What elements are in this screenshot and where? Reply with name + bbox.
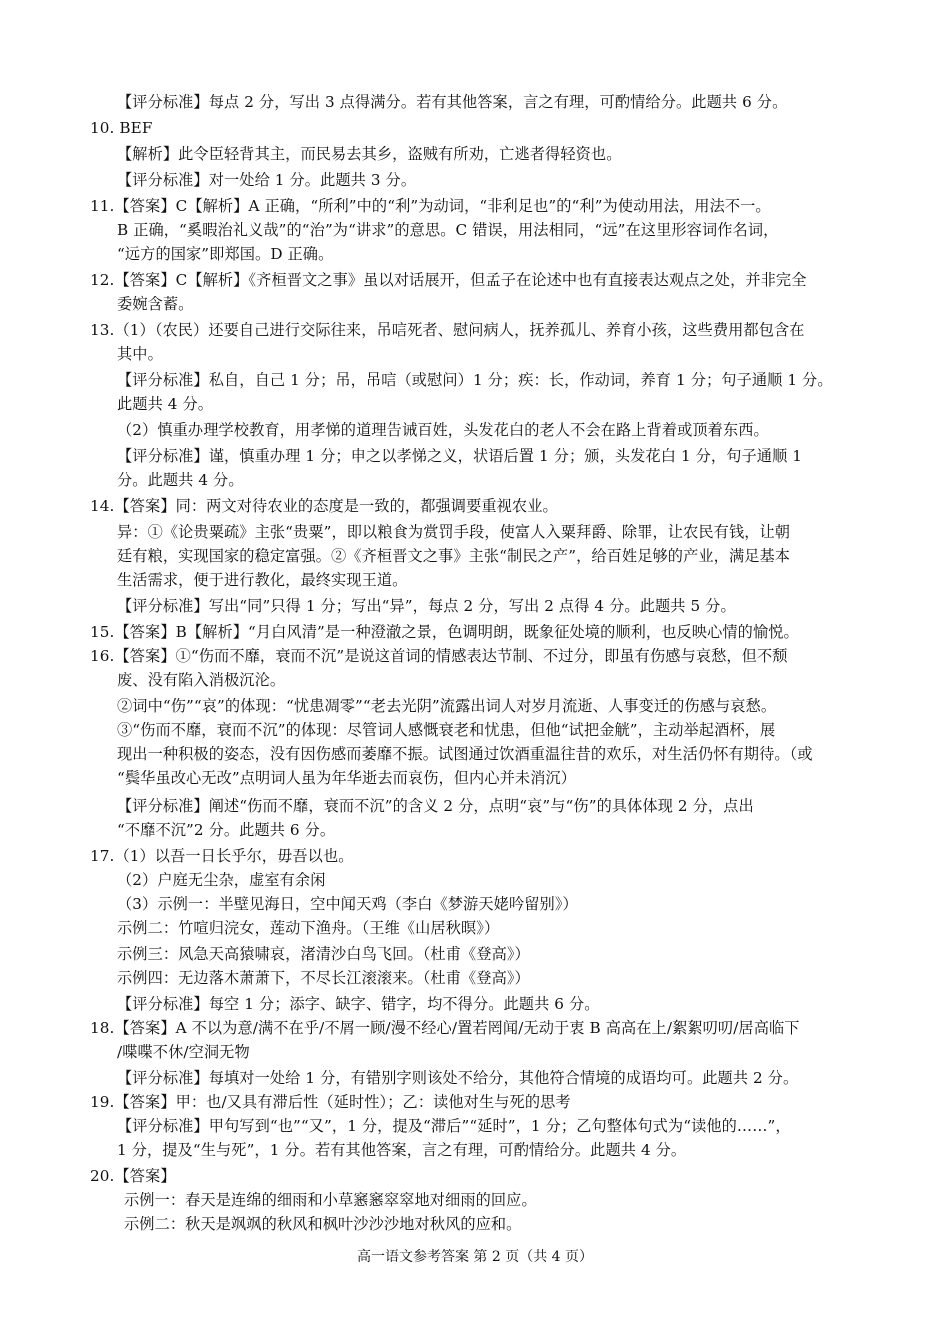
text-line: （2）慎重办理学校教育，用孝悌的道理告诫百姓，头发花白的老人不会在路上背着或顶着东西。 [117, 421, 769, 439]
text-line: 示例二：秋天是飒飒的秋风和枫叶沙沙沙地对秋风的应和。 [124, 1215, 522, 1233]
text-line: 其中。 [117, 345, 163, 363]
text-line: 分。此题共 4 分。 [117, 471, 244, 489]
text-line: “鬓华虽改心无改”点明词人虽为年华逝去而哀伤，但内心并未消沉） [117, 769, 577, 787]
text-line: 16.【答案】①“伤而不靡，衰而不沉”是说这首词的情感表达节制、不过分，即虽有伤感与哀愁，但不颓 [90, 647, 788, 665]
text-line: （3）示例一：半壁见海日，空中闻天鸡（李白《梦游天姥吟留别》） [117, 895, 578, 913]
text-line: 示例二：竹喧归浣女，莲动下渔舟。（王维《山居秋暝》） [117, 919, 500, 937]
text-line: ③“伤而不靡，衰而不沉”的体现：尽管词人感慨衰老和忧患，但他“试把金觥”，主动举起酒杯，展 [117, 721, 776, 739]
text-line: 17.（1）以吾一日长乎尔，毋吾以也。 [90, 847, 354, 865]
text-line: 此题共 4 分。 [117, 395, 214, 413]
text-line: 10. BEF [90, 119, 153, 137]
text-line: 示例三：风急天高猿啸哀，渚清沙白鸟飞回。（杜甫《登高》） [117, 945, 530, 963]
text-line: 生活需求，便于进行教化，最终实现王道。 [117, 571, 408, 589]
text-line: 示例一：春天是连绵的细雨和小草窸窸窣窣地对细雨的回应。 [124, 1191, 537, 1209]
text-line: 【评分标准】甲句写到“也”“又”，1 分，提及“滞后”“延时”，1 分；乙句整体句式为“读他的……”， [117, 1117, 791, 1135]
text-line: 现出一种积极的姿态，没有因伤感而萎靡不振。试图通过饮酒重温往昔的欢乐，对生活仍怀有期待。（或 [117, 745, 813, 763]
text-line: 18.【答案】A 不以为意/满不在乎/不屑一顾/漫不经心/置若罔闻/无动于衷 B 高高在上/絮絮叨叨/居高临下 [90, 1019, 800, 1037]
text-line: 【评分标准】每点 2 分，写出 3 点得满分。若有其他答案，言之有理，可酌情给分。此题共 6 分。 [117, 93, 788, 111]
text-line: 示例四：无边落木萧萧下，不尽长江滚滚来。（杜甫《登高》） [117, 969, 530, 987]
text-line: 【评分标准】写出“同”只得 1 分；写出“异”，每点 2 分，写出 2 点得 4 分。此题共 5 分。 [117, 597, 736, 615]
text-line: 廷有粮，实现国家的稳定富强。②《齐桓晋文之事》主张“制民之产”，给百姓足够的产业，满足基本 [117, 547, 791, 565]
text-line: 【评分标准】每空 1 分；添字、缺字、错字，均不得分。此题共 6 分。 [117, 995, 600, 1013]
text-line: 11.【答案】C【解析】A 正确，“所利”中的“利”为动词，“非利足也”的“利”为使动用法，用法不一。 [90, 197, 771, 215]
text-line: 委婉含蓄。 [117, 295, 194, 313]
text-line: 异：①《论贵粟疏》主张“贵粟”，即以粮食为赏罚手段，使富人入粟拜爵、除罪，让农民有钱，让朝 [117, 523, 791, 541]
text-line: 废、没有陷入消极沉沦。 [117, 671, 286, 689]
text-line: 【评分标准】谨，慎重办理 1 分；申之以孝悌之义，状语后置 1 分；颁，头发花白 1 分，句子通顺 1 [117, 447, 803, 465]
text-line: 【评分标准】每填对一处给 1 分，有错别字则该处不给分，其他符合情境的成语均可。此题共 2 分。 [117, 1069, 799, 1087]
text-line: （2）户庭无尘杂，虚室有余闲 [117, 871, 326, 889]
text-line: 【评分标准】阐述“伤而不靡，衰而不沉”的含义 2 分，点明“哀”与“伤”的具体体现 2 分，点出 [117, 797, 754, 815]
text-line: 【解析】此令臣轻背其主，而民易去其乡，盗贼有所劝，亡逃者得轻资也。 [117, 145, 622, 163]
text-line: B 正确，“奚暇治礼义哉”的“治”为“讲求”的意思。C 错误，用法相同，“远”在这里形容词作名词， [117, 221, 779, 239]
text-line: 19.【答案】甲：也/又具有滞后性（延时性）；乙：读他对生与死的思考 [90, 1093, 571, 1111]
text-line: 13.（1）（农民）还要自己进行交际往来，吊唁死者、慰问病人，抚养孤儿、养育小孩，这些费用都包含在 [90, 321, 805, 339]
text-line: 1 分，提及“生与死”，1 分。若有其他答案，言之有理，可酌情给分。此题共 4 分。 [117, 1141, 687, 1159]
text-line: /喋喋不休/空洞无物 [117, 1043, 250, 1061]
text-line: 12.【答案】C【解析】《齐桓晋文之事》虽以对话展开，但孟子在论述中也有直接表达观点之处，并非完全 [90, 271, 807, 289]
text-line: 15.【答案】B【解析】“月白风清”是一种澄澈之景，色调明朗，既象征处境的顺利，也反映心情的愉悦。 [90, 623, 799, 641]
page-footer: 高一语文参考答案 第 2 页（共 4 页） [356, 1249, 594, 1265]
text-line: 14.【答案】同：两文对待农业的态度是一致的，都强调要重视农业。 [90, 497, 558, 515]
text-line: ②词中“伤”“哀”的体现：“忧患凋零”“老去光阴”流露出词人对岁月流逝、人事变迁的伤感与哀愁。 [117, 697, 777, 715]
text-line: “不靡不沉”2 分。此题共 6 分。 [117, 821, 336, 839]
text-line: “远方的国家”即郑国。D 正确。 [117, 245, 334, 263]
text-line: 【评分标准】私自，自己 1 分；吊，吊唁（或慰问）1 分；疾：长，作动词，养育 1 分；句子通顺 1 分。 [117, 371, 833, 389]
text-line: 【评分标准】对一处给 1 分。此题共 3 分。 [117, 171, 417, 189]
text-line: 20.【答案】 [90, 1167, 176, 1185]
